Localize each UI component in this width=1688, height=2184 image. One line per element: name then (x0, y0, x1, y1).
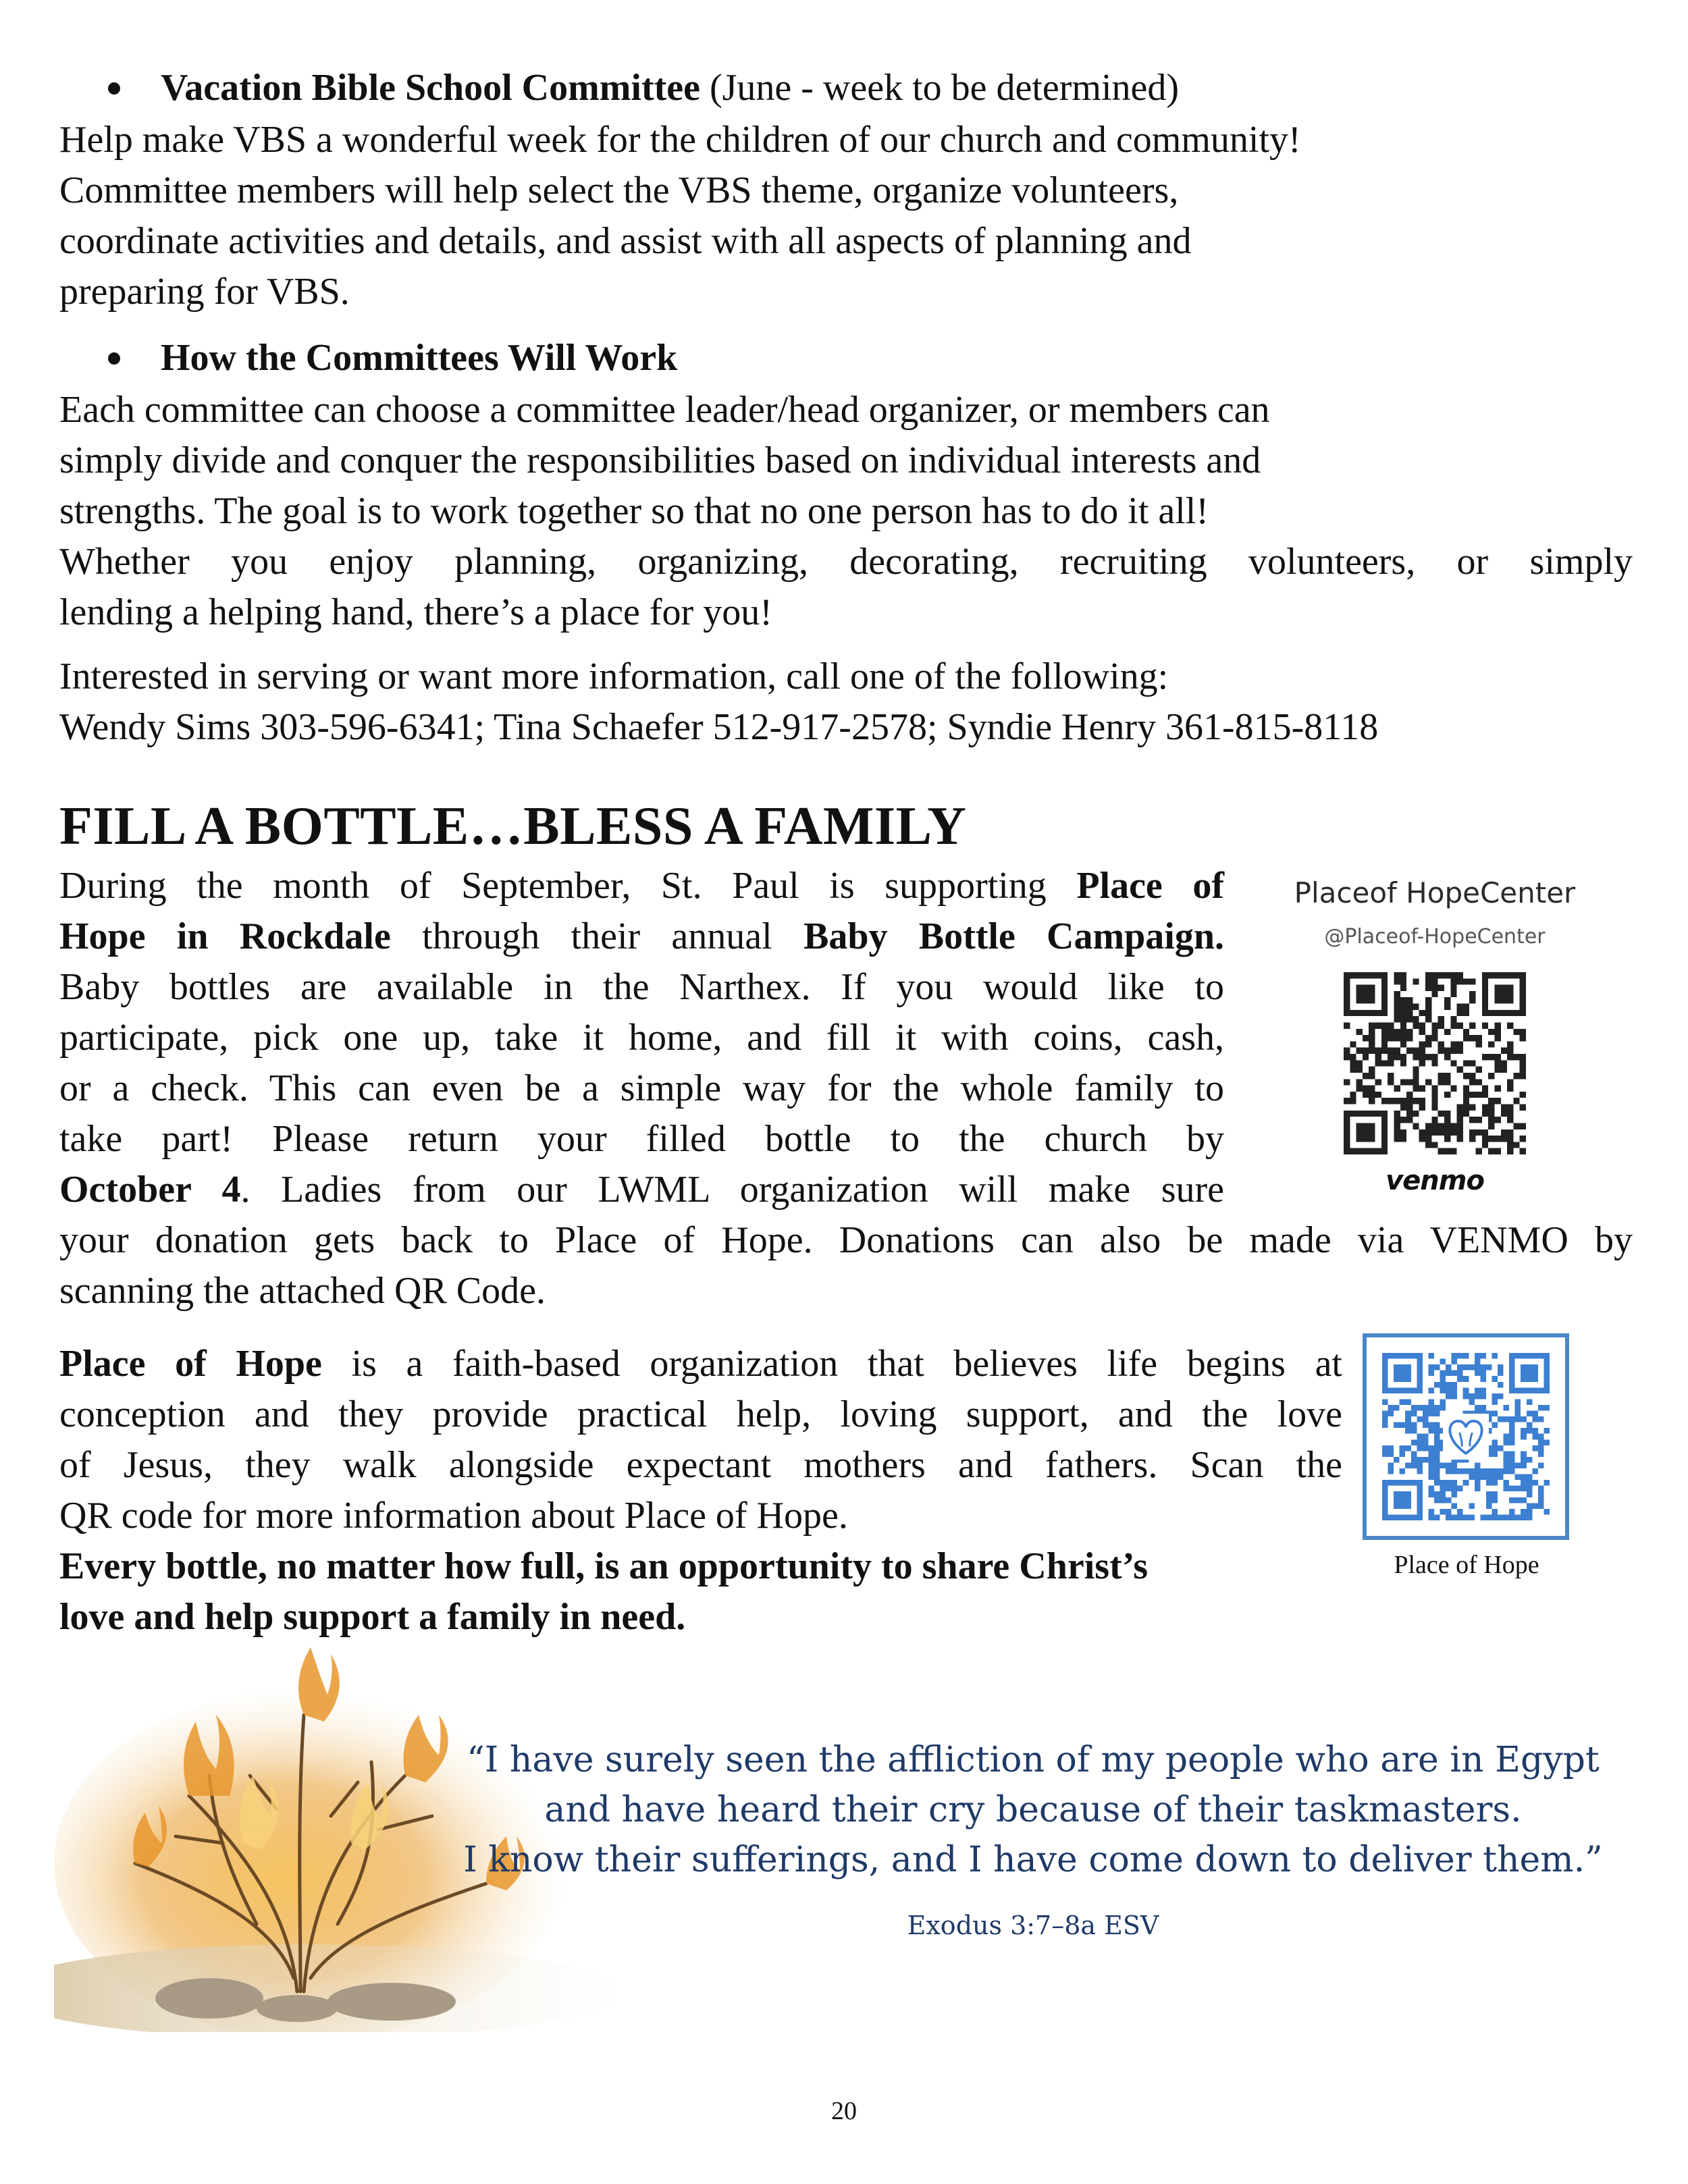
committees-description (59, 385, 1633, 638)
scripture-banner (54, 1641, 1603, 2032)
committees-line: Whether you enjoy planning, organizing, decorating, recruiting volunteers, or simply (59, 541, 1633, 583)
hope-qr-code-icon[interactable] (1382, 1353, 1550, 1520)
venmo-account-name: Placeof HopeCenter (1294, 876, 1576, 909)
bottle-description (59, 861, 1224, 1215)
vbs-bullet (108, 62, 1179, 113)
bottle-line: Hope in Rockdale through their annual Baby Bottle Campaign. (59, 915, 1224, 957)
venmo-qr-card (1263, 871, 1607, 1208)
scripture-quote (459, 1735, 1607, 1885)
hope-bold-line: love and help support a family in need. (59, 1596, 686, 1638)
bottle-line: October 4. Ladies from our LWML organization will make sure (59, 1169, 1224, 1210)
bottle-description-wide (59, 1215, 1633, 1316)
vbs-title: Vacation Bible School Committee (161, 67, 700, 109)
hope-line: Place of Hope is a faith-based organization that believes life begins at (59, 1343, 1342, 1385)
bottle-line: take part! Please return your filled bottle to the church by (59, 1118, 1224, 1160)
vbs-line: preparing for VBS. (59, 271, 350, 313)
bullet-icon (108, 82, 120, 95)
committees-line: strengths. The goal is to work together so that no one person has to do it all! (59, 490, 1209, 532)
hope-qr-frame (1363, 1333, 1569, 1540)
bottle-line: participate, pick one up, take it home, and fill it with coins, cash, (59, 1017, 1224, 1059)
committees-bullet (108, 332, 677, 383)
bottle-heading: FILL A BOTTLE…BLESS A FAMILY (59, 797, 967, 856)
vbs-note: (June - week to be determined) (700, 67, 1180, 109)
hope-qr-caption: Place of Hope (1394, 1551, 1539, 1579)
bottle-line: Baby bottles are available in the Narthex. If you would like to (59, 966, 1224, 1008)
contact-line: Interested in serving or want more information, call one of the following: (59, 656, 1169, 697)
hope-description (59, 1339, 1342, 1643)
page-number: 20 (831, 2097, 857, 2125)
hope-line: conception and they provide practical help, loving support, and the love (59, 1393, 1342, 1435)
hope-line: of Jesus, they walk alongside expectant mothers and fathers. Scan the (59, 1444, 1342, 1486)
scripture-line: I know their sufferings, and I have come down to deliver them.” (463, 1840, 1603, 1880)
committees-title: How the Committees Will Work (161, 337, 678, 379)
bottle-line: During the month of September, St. Paul is supporting Place of (59, 865, 1225, 907)
bullet-icon (108, 352, 120, 365)
venmo-logo: venmo (1386, 1165, 1484, 1196)
hope-line: QR code for more information about Place of Hope. (59, 1495, 848, 1537)
scripture-line: “I have surely seen the affliction of my people who are in Egypt (467, 1740, 1600, 1780)
vbs-description (59, 115, 1633, 317)
bottle-line: or a check. This can even be a simple way for the whole family to (59, 1067, 1224, 1109)
contact-info (59, 651, 1633, 753)
committees-line: lending a helping hand, there’s a place for you! (59, 591, 772, 633)
committees-line: Each committee can choose a committee leader/head organizer, or members can (59, 389, 1270, 431)
bottle-line: your donation gets back to Place of Hope. Donations can also be made via VENMO by (59, 1219, 1633, 1261)
vbs-line: Committee members will help select the VBS theme, organize volunteers, (59, 169, 1179, 211)
vbs-line: coordinate activities and details, and assist with all aspects of planning and (59, 220, 1192, 262)
heart-icon (1443, 1414, 1489, 1460)
contact-line: Wendy Sims 303-596-6341; Tina Schaefer 512-917-2578; Syndie Henry 361-815-8118 (59, 706, 1379, 748)
committees-line: simply divide and conquer the responsibilities based on individual interests and (59, 440, 1261, 481)
vbs-line: Help make VBS a wonderful week for the children of our church and community! (59, 119, 1301, 161)
venmo-qr-code-icon[interactable] (1344, 972, 1526, 1154)
bottle-line: scanning the attached QR Code. (59, 1270, 546, 1312)
venmo-handle: @Placeof-HopeCenter (1324, 925, 1546, 949)
scripture-citation: Exodus 3:7–8a ESV (907, 1911, 1159, 1940)
scripture-line: and have heard their cry because of their taskmasters. (544, 1790, 1522, 1830)
hope-bold-line: Every bottle, no matter how full, is an opportunity to share Christ’s (59, 1545, 1149, 1587)
